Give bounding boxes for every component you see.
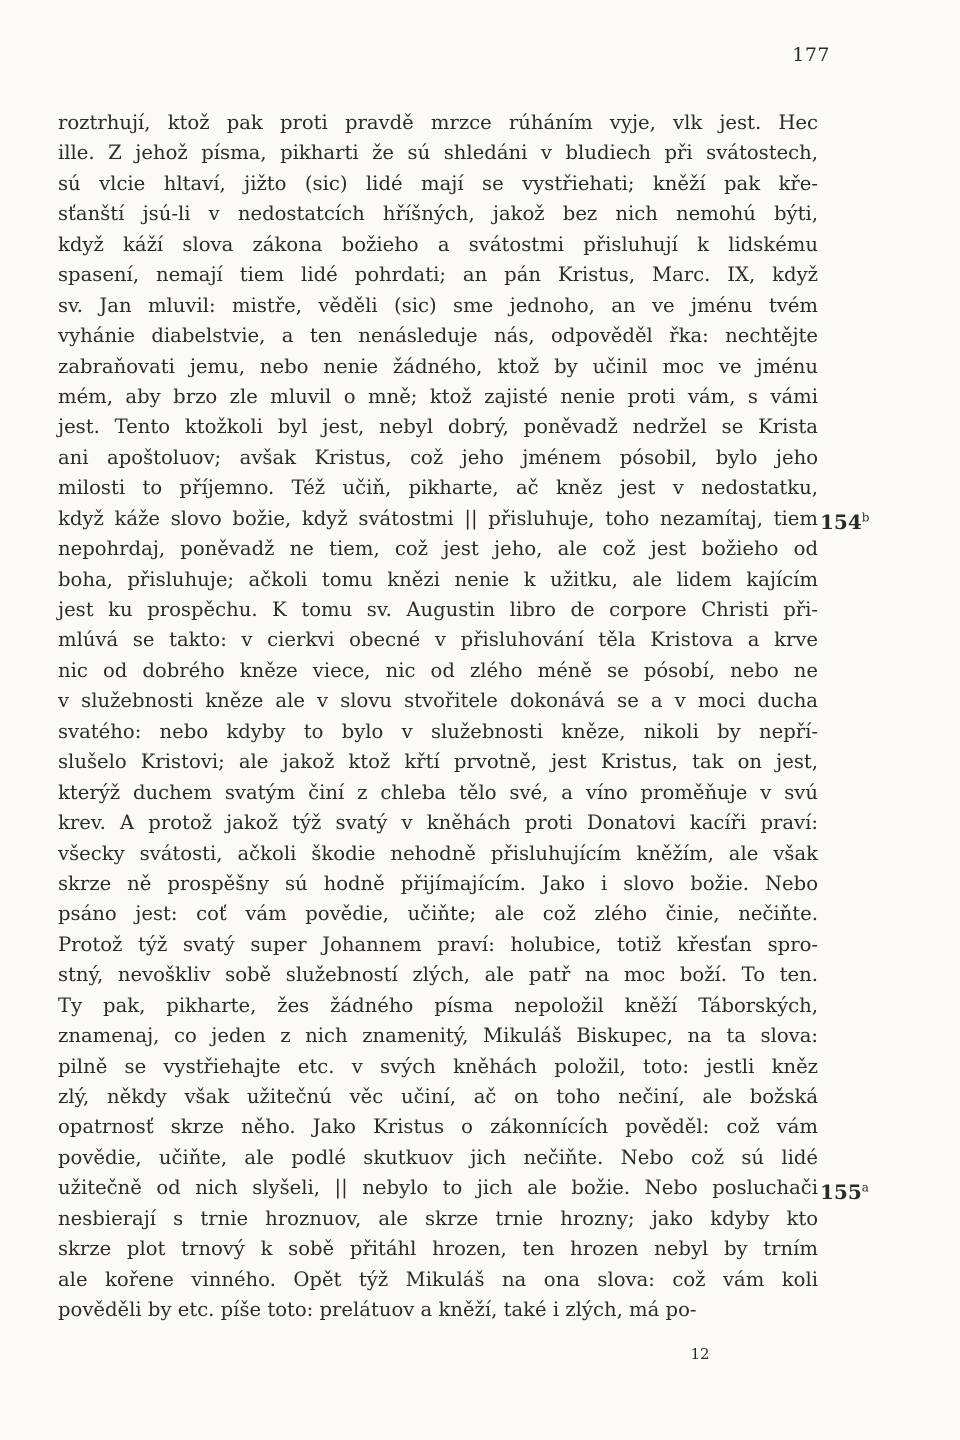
body-text	[58, 108, 818, 1326]
text-line: nic od dobrého kněze viece, nic od zlého méně se pósobí, nebo ne	[58, 658, 818, 682]
text-line: užitečně od nich slyšeli, || nebylo to jich ale božie. Nebo posluchači	[58, 1176, 818, 1200]
text-line: jest ku prospěchu. K tomu sv. Augustin libro de corpore Christi při-	[58, 598, 818, 621]
text-line: ani apoštoluov; avšak Kristus, což jeho jménem pósobil, bylo jeho	[58, 445, 818, 469]
text-line: sv. Jan mluvil: mistře, věděli (sic) sme jednoho, an ve jménu tvém	[58, 293, 818, 317]
text-line: kterýž duchem svatým činí z chleba tělo své, a víno proměňuje v svú	[58, 780, 818, 804]
text-line: zlý, někdy však užitečnú věc učiní, ač on toho nečiní, ale božská	[58, 1085, 818, 1108]
text-line: v služebnosti kněze ale v slovu stvořitele dokonává se a v moci ducha	[58, 689, 818, 713]
margin-note-label: 155	[820, 1180, 862, 1204]
text-line: pověděli by etc. píše toto: prelátuov a kněží, také i zlých, má po-	[58, 1298, 697, 1322]
text-line: opatrnosť skrze něho. Jako Kristus o zákonnících pověděl: což vám	[58, 1115, 818, 1139]
margin-note-sup: b	[861, 510, 870, 525]
text-line: sú vlcie hltaví, jižto (sic) lidé mají se vystřiehati; kněží pak kře-	[58, 171, 818, 195]
signature-mark: 12	[690, 1345, 710, 1363]
text-line: když káže slovo božie, když svátostmi || přisluhuje, toho nezamítaj, tiem	[58, 506, 818, 530]
text-line: svatého: nebo kdyby to bylo v služebnosti kněze, nikoli by nepří-	[58, 719, 818, 743]
text-line: mém, aby brzo zle mluvil o mně; ktož zajisté nenie proti vám, s vámi	[58, 384, 818, 408]
margin-note-sup: a	[861, 1180, 869, 1195]
text-line: zabraňovati jemu, nebo nenie žádného, ktož by učinil moc ve jménu	[58, 354, 818, 378]
margin-note-label: 154	[820, 510, 862, 534]
text-line: povědie, učiňte, ale podlé skutkuov jich nečiňte. Nebo což sú lidé	[58, 1145, 818, 1169]
text-line: Ty pak, pikharte, žes žádného písma nepoložil kněží Táborských,	[58, 993, 818, 1017]
text-line: všecky svátosti, ačkoli škodie nehodně přisluhujícím kněžím, ale však	[58, 841, 818, 865]
text-line: mlúvá se takto: v cierkvi obecné v přisluhování těla Kristova a krve	[58, 628, 818, 652]
text-line: pilně se vystřiehajte etc. v svých kněhách položil, toto: jestli kněz	[58, 1054, 818, 1078]
text-line: milosti to příjemno. Též učiň, pikharte, ač kněz jest v nedostatku,	[58, 476, 818, 500]
text-line: psáno jest: coť vám povědie, učiňte; ale což zlého činie, nečiňte.	[58, 902, 818, 926]
text-line: boha, přisluhuje; ačkoli tomu knězi nenie k užitku, ale lidem kajícím	[58, 567, 818, 591]
text-line: nesbierají s trnie hroznuov, ale skrze trnie hrozny; jako kdyby kto	[58, 1206, 818, 1230]
text-line: skrze plot trnový k sobě přitáhl hrozen, ten hrozen nebyl by trním	[58, 1237, 818, 1261]
margin-note-155a	[820, 1180, 869, 1204]
text-line: jest. Tento ktožkoli byl jest, nebyl dobrý, poněvadž nedržel se Krista	[58, 415, 818, 439]
text-line: ale kořene vinného. Opět týž Mikuláš na ona slova: což vám koli	[58, 1267, 818, 1291]
text-line: Protož týž svatý super Johannem praví: holubice, totiž křesťan spro-	[58, 932, 818, 956]
margin-note-154b	[820, 510, 869, 534]
page-number: 177	[792, 44, 830, 66]
text-line: spasení, nemají tiem lidé pohrdati; an pán Kristus, Marc. IX, když	[58, 263, 818, 287]
text-line: roztrhují, ktož pak proti pravdě mrzce rúháním vyje, vlk jest. Hec	[58, 111, 818, 134]
text-line: znamenaj, co jeden z nich znamenitý, Mikuláš Biskupec, na ta slova:	[58, 1024, 818, 1048]
text-line: krev. A protož jakož týž svatý v kněhách proti Donatovi kacíři praví:	[58, 811, 818, 835]
text-line: když káží slova zákona božieho a svátostmi přisluhují k lidskému	[58, 232, 818, 256]
text-line: slušelo Kristovi; ale jakož ktož křtí prvotně, jest Kristus, tak on jest,	[58, 750, 818, 774]
text-line: skrze ně prospěšny sú hodně přijímajícím. Jako i slovo božie. Nebo	[58, 871, 818, 895]
text-line: nepohrdaj, poněvadž ne tiem, což jest jeho, ale což jest božieho od	[58, 537, 818, 561]
text-line: stný, nevoškliv sobě služebností zlých, ale patř na moc boží. To ten.	[58, 963, 818, 987]
text-line: vyhánie diabelstvie, a ten nenásleduje nás, odpověděl řka: nechtějte	[58, 324, 818, 348]
text-line: sťanští jsú-li v nedostatcích hříšných, jakož bez nich nemohú býti,	[58, 202, 818, 226]
text-line: ille. Z jehož písma, pikharti že sú shledáni v bludiech při svátostech,	[58, 141, 818, 165]
